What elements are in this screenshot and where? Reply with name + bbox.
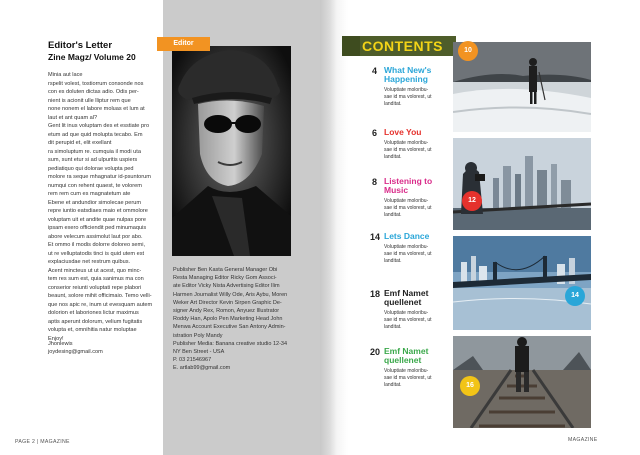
- page-badge-1: 10: [458, 41, 478, 61]
- entry-page-number: 14: [370, 232, 381, 242]
- publisher-line: P. 03 21546967: [173, 357, 212, 364]
- entry-description-line: Voluptiate moloribu-: [384, 87, 429, 93]
- publisher-line: Weker Art Director Kevin Sirpen Graphic De-: [173, 299, 282, 306]
- volume-subtitle: Zine Magz/ Volume 20: [48, 52, 136, 62]
- body-line: con es doluten dictas adio. Odis per-: [48, 89, 139, 95]
- entry-description-line: sae id ma volorest, ut: [384, 375, 432, 381]
- entry-description: [384, 310, 444, 331]
- entry-title-line: Emf Namet: [384, 346, 429, 356]
- entry-description-line: Voluptiate moloribu-: [384, 310, 429, 316]
- body-line: explaciusdae net restrum quibus.: [48, 259, 131, 265]
- editor-portrait-photo: [172, 46, 291, 256]
- entry-title[interactable]: [384, 66, 431, 84]
- body-line: Enjoy!: [48, 335, 64, 342]
- entry-description: [384, 368, 444, 389]
- publisher-line: Resta Managing Editor Ricky Gom Associ-: [173, 275, 277, 282]
- entry-description: [384, 140, 444, 161]
- body-line: dolorion et laboriones lictur maximus: [48, 310, 139, 316]
- right-page-footer: MAGAZINE: [568, 437, 598, 443]
- body-line: ut re velluptatodis tinci is quid utem est: [48, 250, 145, 257]
- body-line: tem res sum est, quia sanimus ma con: [48, 276, 144, 282]
- publisher-line: E. artlab99@gmail.com: [173, 365, 231, 372]
- entry-title-line: Love You: [384, 127, 422, 137]
- entry-title-line: What New's: [384, 65, 432, 75]
- entry-description-line: Voluptiate moloribu-: [384, 198, 429, 204]
- thumbnail-bridge-skyline[interactable]: [453, 236, 591, 330]
- body-line: etum ad que quid molupta tecabo. Em: [48, 131, 143, 138]
- body-line: conserior reiunti voluptati repe plabori: [48, 284, 142, 291]
- body-line: repre iuntio eatsdiaes maio et ommolore: [48, 208, 148, 214]
- contents-heading: CONTENTS: [362, 38, 443, 54]
- entry-page-number: 6: [372, 128, 378, 138]
- entry-title-line: Listening to: [384, 176, 433, 186]
- entry-title[interactable]: [384, 289, 428, 307]
- publisher-line: Menwa Account Executive San Antony Admin-: [173, 324, 286, 331]
- publisher-line: istration Poly Mandy: [173, 332, 223, 339]
- entry-description-line: Voluptiate moloribu-: [384, 368, 429, 374]
- publisher-line: Publisher Ben Kasta General Manager Obi: [173, 267, 278, 273]
- entry-title[interactable]: [384, 232, 429, 241]
- entry-page-number: 20: [370, 347, 381, 357]
- entry-title[interactable]: [384, 347, 428, 365]
- entry-description: [384, 198, 444, 219]
- entry-description-line: landitat.: [384, 101, 402, 107]
- entry-description-line: sae id ma volorest, ut: [384, 317, 432, 323]
- entry-description-line: landitat.: [384, 154, 402, 160]
- entry-title-line: Lets Dance: [384, 231, 430, 241]
- entry-description-line: Voluptiate moloribu-: [384, 140, 429, 146]
- publisher-credits: [173, 266, 297, 373]
- entry-title[interactable]: [384, 177, 432, 195]
- body-line: que nos apic re, inum ut evesquam autem: [48, 301, 153, 308]
- entry-description-line: landitat.: [384, 212, 402, 218]
- editor-signature: [48, 340, 103, 356]
- body-line: none nonem el labore moluas et lum at: [48, 106, 145, 112]
- body-line: numqui con rehent quaest, te volorem: [48, 182, 142, 189]
- body-line: Acent mincteus ut ut acest, quo minc-: [48, 267, 142, 274]
- entry-description-line: sae id ma volorest, ut: [384, 147, 432, 153]
- publisher-line: ate Editor Vicky Nista Advertising Editor Ilim: [173, 283, 280, 290]
- body-line: Minia aut lace: [48, 72, 83, 78]
- entry-description: [384, 87, 444, 108]
- left-page-footer: PAGE 2 | MAGAZINE: [15, 439, 70, 445]
- body-line: dit perupid et, elit exellant: [48, 140, 112, 146]
- entry-title-line: Music: [384, 185, 409, 195]
- entry-title-line: Happening: [384, 74, 428, 84]
- publisher-line: Harmen Journalist Willy Ode, Aris Aybu, Moren: [173, 291, 288, 298]
- publisher-line: Roddy Han, Apolo Pen Marketing Head John: [173, 316, 283, 323]
- entry-description-line: landitat.: [384, 258, 402, 264]
- entry-description: [384, 244, 444, 265]
- publisher-line: NY Ben Street - USA: [173, 349, 225, 356]
- body-line: rem rem cum es magnatetum ate: [48, 191, 131, 197]
- contents-bar-accent: [342, 36, 360, 56]
- body-line: ra simoluptum re. cumquia il modi uta: [48, 148, 141, 155]
- editor-name: Jhonlewis: [48, 341, 73, 347]
- body-line: beaunt, solore mihit officimaio. Temo velli-: [48, 293, 152, 299]
- page-badge-3: 14: [565, 286, 585, 306]
- entry-description-line: Voluptiate moloribu-: [384, 244, 429, 250]
- body-line: aptis aperunt dolorum, velium fugitatis: [48, 318, 143, 325]
- entry-title-line: quellenet: [384, 355, 422, 365]
- editor-email: joydesing@gmail.com: [48, 349, 103, 355]
- entry-page-number: 18: [370, 289, 381, 299]
- body-line: volupta et, omnihitia natur moluptae: [48, 327, 137, 333]
- publisher-line: Publisher Media: Banana creative studio 12-34: [173, 340, 288, 347]
- body-line: molore ra seque mhagnatur id-psuntorum: [48, 174, 151, 180]
- body-line: Et ommo il modis dolorre doloreo semi,: [48, 242, 145, 248]
- body-line: laut et ant quam al?: [48, 114, 98, 121]
- entry-description-line: sae id ma volorest, ut: [384, 94, 432, 100]
- editor-letter-title: Editor's Letter: [48, 40, 113, 51]
- publisher-line: signer Andy Rex, Romon, Anyuez Illustrator: [173, 308, 280, 315]
- body-line: pediatiquo qui dolorae volupta ped: [48, 165, 134, 172]
- body-line: abore velecum assimolut laut por abo.: [48, 233, 143, 240]
- entry-title[interactable]: [384, 128, 421, 137]
- page-badge-4: 16: [460, 376, 480, 396]
- page-gutter: [320, 0, 348, 455]
- entry-title-line: quellenet: [384, 297, 422, 307]
- body-line: ipsam exero officiendit ped minumaquis: [48, 225, 147, 231]
- editor-letter-body: [48, 72, 162, 344]
- entry-page-number: 4: [372, 66, 378, 76]
- entry-title-line: Emf Namet: [384, 288, 429, 298]
- body-line: nient is acionit ulle lliptur rem que: [48, 97, 131, 104]
- entry-description-line: sae id ma volorest, ut: [384, 205, 432, 211]
- entry-description-line: landitat.: [384, 382, 402, 388]
- body-line: Gent lit inus voluptam des et esstiate pro: [48, 123, 150, 129]
- entry-page-number: 8: [372, 177, 378, 187]
- entry-description-line: sae id ma volorest, ut: [384, 251, 432, 257]
- entry-description-line: landitat.: [384, 324, 402, 330]
- thumbnail-city-photographer[interactable]: [453, 138, 591, 230]
- editor-tab-label: Editor: [157, 37, 210, 51]
- body-line: voluptam uit et andite quae nulpas pore: [48, 216, 146, 223]
- body-line: Ebene et andundior simolecae perum: [48, 199, 141, 206]
- body-line: rspelit volest, tostiorrum consonde nos: [48, 80, 144, 87]
- page-badge-2: 12: [462, 191, 482, 211]
- body-line: sum, sunt etur si ad ulpuritis uspiers: [48, 157, 138, 163]
